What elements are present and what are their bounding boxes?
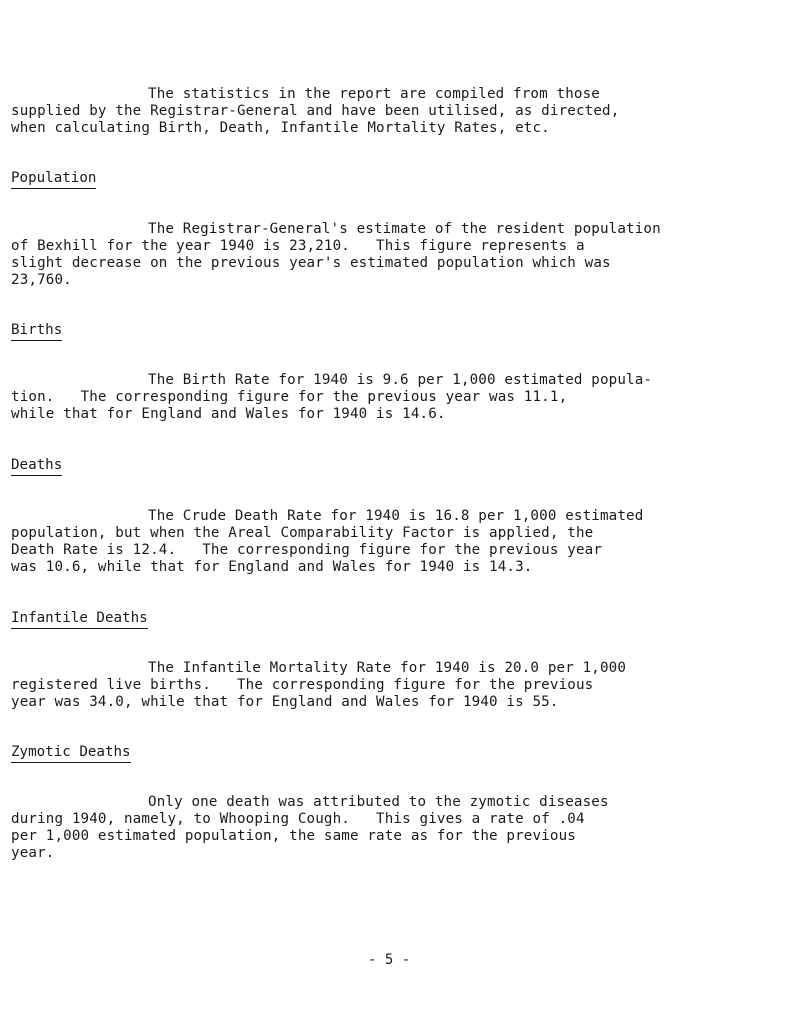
infantile-line-2: registered live births. The corresponding figure for the previous	[11, 677, 594, 693]
births-line-2: tion. The corresponding figure for the previous year was 11.1,	[11, 389, 568, 405]
page-number: - 5 -	[368, 952, 411, 968]
population-line-3: slight decrease on the previous year's estimated population which was	[11, 255, 611, 271]
intro-line-3: when calculating Birth, Death, Infantile Mortality Rates, etc.	[11, 120, 550, 136]
zymotic-line-2: during 1940, namely, to Whooping Cough. This gives a rate of .04	[11, 811, 585, 827]
zymotic-line-4: year.	[11, 845, 55, 861]
deaths-line-4: was 10.6, while that for England and Wales for 1940 is 14.3.	[11, 559, 533, 575]
deaths-heading: Deaths	[11, 457, 62, 476]
births-heading: Births	[11, 322, 62, 341]
intro-line-1: The statistics in the report are compiled from those	[148, 86, 600, 102]
intro-line-2: supplied by the Registrar-General and have been utilised, as directed,	[11, 103, 620, 119]
infantile-deaths-heading: Infantile Deaths	[11, 610, 148, 629]
zymotic-deaths-heading: Zymotic Deaths	[11, 744, 131, 763]
zymotic-line-1: Only one death was attributed to the zymotic diseases	[148, 794, 609, 810]
deaths-line-3: Death Rate is 12.4. The corresponding figure for the previous year	[11, 542, 603, 558]
births-line-1: The Birth Rate for 1940 is 9.6 per 1,000 estimated popula-	[148, 372, 653, 388]
population-line-2: of Bexhill for the year 1940 is 23,210. This figure represents a	[11, 238, 585, 254]
deaths-line-2: population, but when the Areal Comparability Factor is applied, the	[11, 525, 594, 541]
population-line-4: 23,760.	[11, 272, 72, 288]
population-line-1: The Registrar-General's estimate of the resident population	[148, 221, 661, 237]
births-line-3: while that for England and Wales for 1940 is 14.6.	[11, 406, 446, 422]
zymotic-line-3: per 1,000 estimated population, the same rate as for the previous	[11, 828, 576, 844]
infantile-line-1: The Infantile Mortality Rate for 1940 is 20.0 per 1,000	[148, 660, 627, 676]
infantile-line-3: year was 34.0, while that for England and Wales for 1940 is 55.	[11, 694, 559, 710]
population-heading: Population	[11, 170, 96, 189]
deaths-line-1: The Crude Death Rate for 1940 is 16.8 per 1,000 estimated	[148, 508, 644, 524]
